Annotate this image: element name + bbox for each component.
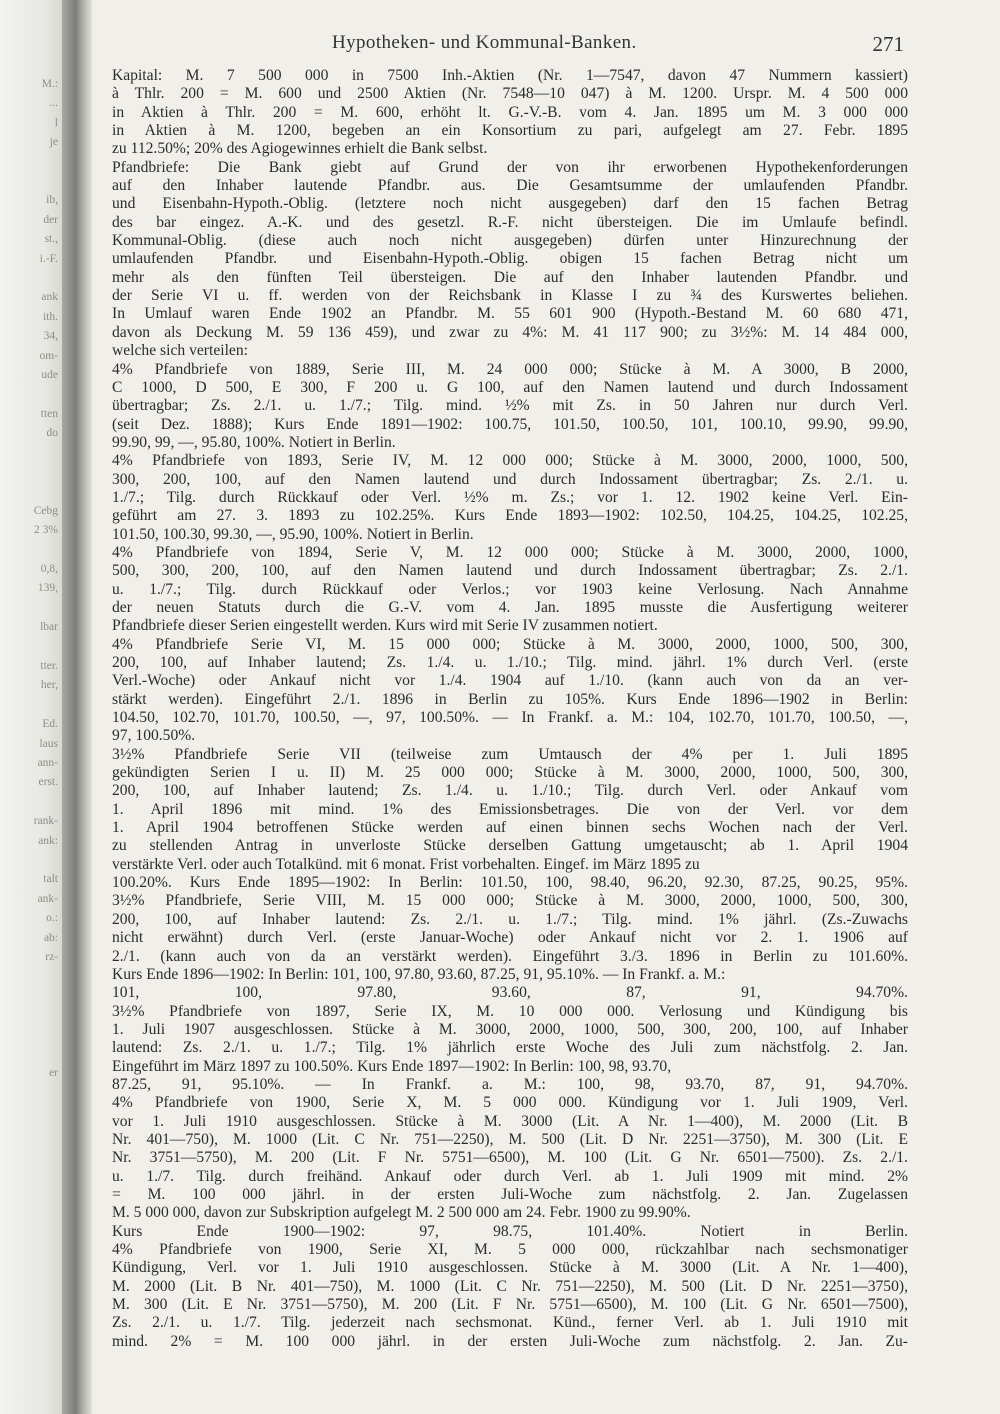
text-line: (seit Dez. 1888); Kurs Ende 1891—1902: 100.75, 101.50, 100.50, 101, 100.10, 99.90, 99.90, bbox=[112, 415, 908, 433]
text-line: welche sich verteilen: bbox=[112, 342, 248, 360]
text-line: 200, 100, auf Inhaber lautend; Zs. 1./4. u. 1./10.; Tilg. mind. jährl. 1% durch Verl. (erste bbox=[112, 654, 908, 671]
text-line: 200, 100, auf Inhaber lautend: Zs. 2./1. u. 1./7.; Tilg. mind. 1% jährl. (Zs.-Zuwachs bbox=[112, 910, 908, 928]
adjacent-page-fragment: er bbox=[49, 1067, 58, 1080]
text-line: 1. April 1904 betroffenen Stücke werden auf einen binnen sechs Wochen nach der Verl. bbox=[112, 819, 908, 837]
text-line: u. 1./7. Tilg. durch freihänd. Ankauf oder durch Verl. ab 1. Juli 1909 mit mind. 2% bbox=[112, 1167, 908, 1185]
text-line: Nr. 3751—5750), M. 200 (Lit. F Nr. 5751—6500), M. 100 (Lit. G Nr. 6501—7500). Zs. 2./1. bbox=[112, 1149, 908, 1167]
text-line: lautend: Zs. 2./1. u. 1./7.; Tilg. 1% jährlich erste Woche des Juli zum nächstfolg. 2. Jan. bbox=[112, 1039, 908, 1057]
text-line: 300, 200, 100, auf den Namen lautend und durch Indossament übertragbar; Zs. 2./1. u. bbox=[112, 470, 908, 488]
text-line: mehr als den fünften Teil übersteigen. Die auf den Inhaber lautenden Pfandbr. und bbox=[112, 268, 908, 286]
text-line: Kommunal-Oblig. (diese auch noch nicht ausgegeben) dürfen unter Hinzurechnung der bbox=[112, 232, 908, 250]
text-line: davon als Deckung M. 59 136 459), und zwar zu 4%: M. 41 117 900; zu 3½%: M. 14 484 000, bbox=[112, 323, 908, 341]
adjacent-page-fragment: lbar bbox=[40, 621, 58, 634]
text-line: der Serie VI u. ff. werden von der Reichsbank in Klasse I zu ¾ des Kurswertes beliehen. bbox=[112, 287, 908, 305]
adjacent-page-fragment: Ed. bbox=[42, 718, 58, 731]
text-line: mind. 2% = M. 100 000 jährl. in der ersten Juli-Woche zum nächstfolg. 2. Jan. Zu- bbox=[112, 1332, 908, 1350]
text-line: C 1000, D 500, E 300, F 200 u. G 100, auf den Namen lautend und durch Indossament bbox=[112, 378, 908, 396]
text-line: 4% Pfandbriefe von 1900, Serie X, M. 5 000 000. Kündigung vor 1. Juli 1909, Verl. bbox=[112, 1094, 908, 1112]
adjacent-page-fragment: 2 3% bbox=[34, 524, 58, 537]
adjacent-page-fragment: ib, bbox=[46, 194, 58, 207]
text-line: 4% Pfandbriefe von 1900, Serie XI, M. 5 000 000, rückzahlbar nach sechsmonatiger bbox=[112, 1241, 908, 1258]
text-line: in Aktien à Thlr. 200 = M. 600, erhöht lt. G.-V.-B. vom 4. Jan. 1895 um M. 3 000 000 bbox=[112, 103, 908, 121]
text-line: gekündigten Serien I u. II) M. 25 000 000; Stücke à M. 3000, 2000, 1000, 500, 300, bbox=[112, 764, 908, 782]
adjacent-page-fragment: erst. bbox=[38, 776, 58, 789]
text-line: Nr. 401—750), M. 1000 (Lit. C Nr. 751—2250), M. 500 (Lit. D Nr. 2251—3750), M. 300 (Lit. E bbox=[112, 1130, 908, 1148]
text-line: und Eisenbahn-Hypoth.-Oblig. (letztere noch nicht ausgegeben) darf den 15 fachen Betrag bbox=[112, 195, 908, 213]
text-line: zu stellenden Antrag in unverloste Stücke derselben Gattung umgetauscht; ab 1. April 1904 bbox=[112, 837, 908, 855]
text-line: 101.50, 100.30, 99.30, —, 95.90, 100%. Notiert in Berlin. bbox=[112, 525, 474, 543]
text-line: 104.50, 102.70, 101.70, 100.50, —, 97, 100.50%. — In Frankf. a. M.: 104, 102.70, 101.70, 100.50, —, bbox=[112, 709, 908, 727]
adjacent-page-fragment: 139, bbox=[37, 582, 58, 595]
text-line: Kündigung, Verl. vor 1. Juli 1910 ausgeschlossen. Stücke à M. 3000 (Lit. A Nr. 1—400), bbox=[112, 1259, 908, 1277]
text-line: der neuen Statuts durch die G.-V. vom 4. Jan. 1895 musste die Ausfertigung weiterer bbox=[112, 598, 908, 616]
text-line: Zs. 2./1. u. 1./7. Tilg. jederzeit nach sechsmonat. Künd., ferner Verl. ab 1. Juli 1910 mit bbox=[112, 1314, 908, 1332]
text-line: 4% Pfandbriefe von 1894, Serie V, M. 12 000 000; Stücke à M. 3000, 2000, 1000, bbox=[112, 543, 908, 561]
adjacent-page-fragment: tten bbox=[40, 407, 58, 420]
text-line: Kapital: M. 7 500 000 in 7500 Inh.-Aktien (Nr. 1—7547, davon 47 Nummern kassiert) bbox=[112, 67, 908, 84]
adjacent-page-fragment: ank bbox=[41, 291, 58, 304]
text-line: = M. 100 000 jährl. in der ersten Juli-Woche zum nächstfolg. 2. Jan. Zugelassen bbox=[112, 1185, 908, 1203]
text-line: 500, 300, 200, 100, auf den Namen lautend und durch Indossament übertragbar; Zs. 2./1. bbox=[112, 562, 908, 580]
text-line: nicht erwähnt) durch Verl. (erste Januar-Woche) oder Ankauf nicht vor 2. 1. 1906 auf bbox=[112, 929, 908, 947]
text-line: 4% Pfandbriefe Serie VI, M. 15 000 000; Stücke à M. 3000, 2000, 1000, 500, 300, bbox=[112, 635, 908, 653]
text-line: verstärkte Verl. oder auch Totalkünd. mit 6 monat. Frist vorbehalten. Eingef. im März 1895 zu bbox=[112, 855, 700, 873]
text-line: 3½% Pfandbriefe Serie VII (teilweise zum Umtausch der 4% per 1. Juli 1895 bbox=[112, 745, 908, 763]
adjacent-page-fragment: ab: bbox=[43, 931, 58, 944]
document-page bbox=[92, 0, 1000, 1414]
adjacent-page-fragment: om- bbox=[39, 349, 58, 362]
adjacent-page-fragment: 34, bbox=[43, 330, 58, 343]
text-line: 1. April 1896 mit mind. 1% des Emissionsbetrages. Die von der Verl. vor dem bbox=[112, 800, 908, 818]
adjacent-page-fragment: talt bbox=[43, 873, 58, 886]
text-line: vor 1. Juli 1910 ausgeschlossen. Stücke à M. 3000 (Lit. A Nr. 1—400), M. 2000 (Lit. B bbox=[112, 1112, 908, 1130]
text-line: des bar eingez. A.-K. und des gesetzl. R.-F. nicht übersteigen. Die im Umlaufe befindl. bbox=[112, 213, 908, 231]
text-line: Kurs Ende 1900—1902: 97, 98.75, 101.40%. Notiert in Berlin. bbox=[112, 1222, 908, 1240]
text-line: geführt am 27. 3. 1893 zu 102.25%. Kurs Ende 1893—1902: 102.50, 104.25, 104.25, 102.25, bbox=[112, 507, 908, 525]
text-line: Eingeführt im März 1897 zu 100.50%. Kurs Ende 1897—1902: In Berlin: 100, 98, 93.70, bbox=[112, 1057, 672, 1075]
text-line: Kurs Ende 1896—1902: In Berlin: 101, 100, 97.80, 93.60, 87.25, 91, 95.10%. — In Frankf. a. M.: bbox=[112, 965, 726, 983]
adjacent-page-strip bbox=[0, 0, 62, 1414]
text-line: 3½% Pfandbriefe von 1897, Serie IX, M. 10 000 000. Verlosung und Kündigung bis bbox=[112, 1002, 908, 1020]
text-line: auf den Inhaber lautende Pfandbr. aus. Die Gesamtsumme der umlaufenden Pfandbr. bbox=[112, 177, 908, 195]
text-line: 99.90, 99, —, 95.80, 100%. Notiert in Berlin. bbox=[112, 433, 396, 451]
text-line: 4% Pfandbriefe von 1889, Serie III, M. 24 000 000; Stücke à M. A 3000, B 2000, bbox=[112, 360, 908, 378]
text-line: 97, 100.50%. bbox=[112, 727, 196, 745]
adjacent-page-fragment: i.-F. bbox=[39, 252, 58, 265]
adjacent-page-fragment: tter. bbox=[40, 660, 58, 672]
text-line: 1./7.; Tilg. durch Rückkauf oder Verl. ½% m. Zs.; vor 1. 12. 1902 keine Verl. Ein- bbox=[112, 488, 908, 506]
text-line: 1. Juli 1907 ausgeschlossen. Stücke à M. 3000, 2000, 1000, 500, 300, 200, 100, auf Inhaber bbox=[112, 1020, 908, 1038]
text-line: à Thlr. 200 = M. 600 und 2500 Aktien (Nr. 7548—10 047) à M. 1200. Urspr. M. 4 500 000 bbox=[112, 85, 908, 103]
text-line: 3½% Pfandbriefe, Serie VIII, M. 15 000 000; Stücke à M. 3000, 2000, 1000, 500, 300, bbox=[112, 892, 908, 910]
text-line: 87.25, 91, 95.10%. — In Frankf. a. M.: 100, 98, 93.70, 87, 91, 94.70%. bbox=[112, 1075, 908, 1093]
text-line: 4% Pfandbriefe von 1893, Serie IV, M. 12 000 000; Stücke à M. 3000, 2000, 1000, 500, bbox=[112, 452, 908, 470]
adjacent-page-fragment: ith. bbox=[42, 310, 58, 323]
adjacent-page-fragment: ... bbox=[49, 97, 58, 110]
adjacent-page-fragment: ank- bbox=[37, 892, 58, 905]
text-line: Pfandbriefe dieser Serien eingestellt werden. Kurs wird mit Serie IV zusammen notiert. bbox=[112, 617, 658, 635]
body-text bbox=[112, 67, 908, 1351]
adjacent-page-fragment: ank: bbox=[38, 834, 58, 847]
text-line: 100.20%. Kurs Ende 1895—1902: In Berlin: 101.50, 100, 98.40, 96.20, 92.30, 87.25, 90.25, 95%. bbox=[112, 874, 908, 892]
adjacent-page-fragment: st., bbox=[44, 233, 58, 246]
text-line: stärkt werden). Eingeführt 2./1. 1896 in Berlin zu 105%. Kurs Ende 1896—1902 in Berlin: bbox=[112, 690, 908, 708]
adjacent-page-fragment: ann- bbox=[37, 757, 58, 769]
adjacent-page-fragment: rz- bbox=[45, 951, 58, 963]
text-line: Pfandbriefe: Die Bank giebt auf Grund der von ihr erworbenen Hypothekenforderungen bbox=[112, 158, 908, 176]
text-line: u. 1./7.; Tilg. durch Rückkauf oder Verlos.; vor 1903 keine Verlosung. Nach Annahme bbox=[112, 580, 908, 598]
adjacent-page-fragment: M.: bbox=[41, 78, 58, 90]
text-line: Verl.-Woche) oder Ankauf nicht vor 1./4. 1904 auf 1./10. (kann auch von da an ver- bbox=[112, 672, 908, 690]
adjacent-page-fragment: je bbox=[49, 136, 58, 149]
text-line: in Aktien à M. 1200, begeben an ein Konsortium zu pari, aufgelegt am 27. Febr. 1895 bbox=[112, 122, 908, 140]
adjacent-page-fragment: rank- bbox=[33, 815, 58, 828]
text-line: zu 112.50%; 20% des Agiogewinnes erhielt die Bank selbst. bbox=[112, 140, 488, 158]
running-title: Hypotheken- und Kommunal-Banken. bbox=[332, 32, 637, 53]
adjacent-page-fragment: 0,8, bbox=[40, 563, 58, 575]
page-number: 271 bbox=[872, 32, 904, 56]
text-line: M. 5 000 000, davon zur Subskription aufgelegt M. 2 500 000 am 24. Febr. 1900 zu 99.90%. bbox=[112, 1204, 691, 1222]
adjacent-page-fragment: do bbox=[46, 427, 58, 440]
adjacent-page-fragment: her, bbox=[40, 679, 58, 692]
text-line: übertragbar; Zs. 2./1. u. 1./7.; Tilg. mind. ½% mit Zs. in 50 Jahren nur durch Verl. bbox=[112, 397, 908, 415]
adjacent-page-fragment: o.: bbox=[46, 912, 58, 925]
adjacent-page-fragment: der bbox=[43, 213, 58, 226]
adjacent-page-fragment: Cebg bbox=[33, 504, 58, 517]
text-line: 2./1. (kann auch von da an verstärkt werden). Eingeführt 3./3. 1896 in Berlin zu 101.60%. bbox=[112, 947, 908, 965]
text-line: M. 300 (Lit. E Nr. 3751—5750), M. 200 (Lit. F Nr. 5751—6500), M. 100 (Lit. G Nr. 6501—7500), bbox=[112, 1296, 908, 1314]
text-line: In Umlauf waren Ende 1902 an Pfandbr. M. 55 601 900 (Hypoth.-Bestand M. 60 680 471, bbox=[112, 305, 908, 323]
book-gutter-shadow bbox=[62, 0, 92, 1414]
text-line: 200, 100, auf Inhaber lautend; Zs. 1./4. u. 1./10.; Tilg. durch Verl. oder Ankauf vom bbox=[112, 782, 908, 800]
adjacent-page-fragment: laus bbox=[39, 737, 58, 750]
page-header bbox=[92, 32, 1000, 58]
text-line: M. 2000 (Lit. B Nr. 401—750), M. 1000 (Lit. C Nr. 751—2250), M. 500 (Lit. D Nr. 2251—3750), bbox=[112, 1277, 908, 1295]
adjacent-page-fragment: l bbox=[54, 116, 58, 129]
adjacent-page-fragment: ude bbox=[41, 369, 58, 381]
text-line: umlaufenden Pfandbr. und Eisenbahn-Hypoth.-Oblig. obigen 15 fachen Betrag nicht um bbox=[112, 250, 908, 268]
text-line: 101, 100, 97.80, 93.60, 87, 91, 94.70%. bbox=[112, 984, 908, 1002]
